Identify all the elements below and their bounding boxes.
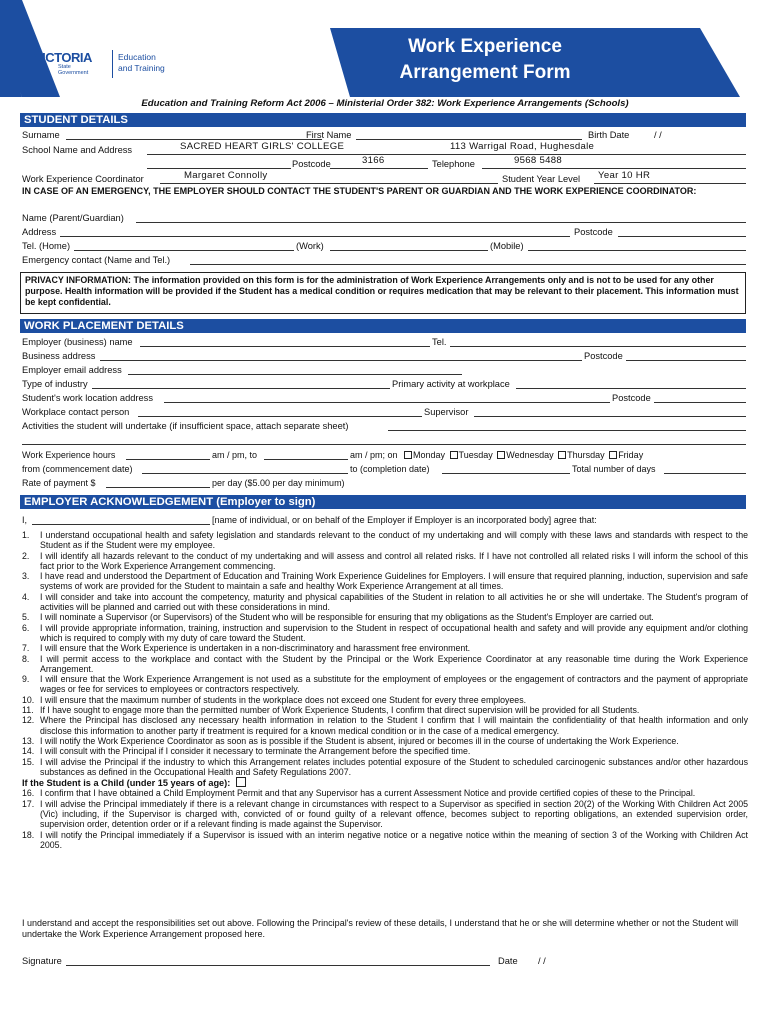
list-item — [22, 736, 748, 746]
first-name-field[interactable] — [356, 139, 582, 140]
list-item — [22, 674, 748, 695]
tel-work-label: (Work) — [296, 241, 324, 251]
school-name-value: SACRED HEART GIRLS' COLLEGE — [180, 141, 345, 152]
email-field[interactable] — [128, 374, 462, 375]
rate-note: per day ($5.00 per day minimum) — [212, 478, 345, 488]
address-postcode-field[interactable] — [618, 236, 746, 237]
child-checkbox[interactable] — [236, 777, 246, 787]
list-item-text: I will nominate a Supervisor (or Supervisors) of the Student who will be responsible for ensuring that my obligations as the Student's Employer are carried out. — [40, 612, 654, 623]
list-item-number: 6. — [22, 622, 30, 633]
row-rate — [22, 477, 746, 489]
row-industry — [22, 378, 746, 390]
birth-date-field[interactable]: / / — [654, 130, 662, 140]
list-item-number: 4. — [22, 591, 30, 602]
location-postcode-label: Postcode — [612, 393, 651, 403]
postcode-label: Postcode — [292, 159, 331, 169]
coordinator-value: Margaret Connolly — [184, 170, 268, 181]
rate-field[interactable] — [106, 487, 210, 488]
primary-activity-label: Primary activity at workplace — [392, 379, 510, 389]
parent-label: Name (Parent/Guardian) — [22, 213, 124, 223]
logo-divider — [112, 50, 113, 78]
thursday-label: Thursday — [567, 450, 605, 460]
list-item-number: 2. — [22, 550, 30, 561]
row-hours — [22, 449, 746, 461]
tel-home-field[interactable] — [74, 250, 294, 251]
list-item — [22, 530, 748, 551]
business-address-label: Business address — [22, 351, 96, 361]
business-postcode-field[interactable] — [626, 360, 746, 361]
list-item — [22, 551, 748, 572]
employer-tel-field[interactable] — [450, 346, 746, 347]
thursday-checkbox[interactable] — [558, 451, 566, 459]
list-item-number: 12. — [22, 715, 35, 726]
primary-activity-field[interactable] — [516, 388, 746, 389]
business-address-field[interactable] — [100, 360, 582, 361]
list-item-number: 16. — [22, 788, 35, 799]
school-address-line2[interactable] — [147, 168, 291, 169]
act-reference: Education and Training Reform Act 2006 – Ministerial Order 382: Work Experience Arrangements (Schools) — [141, 98, 629, 109]
contact-label: Workplace contact person — [22, 407, 130, 417]
list-item — [22, 830, 748, 851]
signature-label: Signature — [22, 956, 62, 966]
list-item-number: 15. — [22, 756, 35, 767]
employer-field[interactable] — [140, 346, 430, 347]
child-label: If the Student is a Child (under 15 years of age): — [22, 778, 231, 789]
year-level-field[interactable] — [594, 183, 746, 184]
birth-date-label: Birth Date — [588, 130, 630, 140]
row-surname — [22, 129, 746, 141]
activities-field-line2[interactable] — [22, 444, 746, 445]
i-label: I, — [22, 515, 28, 525]
list-item — [22, 654, 748, 675]
address-field[interactable] — [60, 236, 570, 237]
work-location-field[interactable] — [164, 402, 610, 403]
dept-line2: and Training — [118, 63, 165, 73]
tuesday-label: Tuesday — [458, 450, 493, 460]
logo-sub1: State — [58, 64, 71, 70]
list-item-text: I will notify the Principal immediately if a Supervisor is issued with an interim negative notice or a negative notice within the meaning of section 3 of the Working with Children Act 2005. — [40, 829, 748, 850]
row-coordinator — [22, 170, 746, 185]
list-item-number: 5. — [22, 612, 30, 623]
supervisor-field[interactable] — [474, 416, 746, 417]
tel-mobile-label: (Mobile) — [490, 241, 524, 251]
list-item — [22, 746, 748, 756]
signature-field[interactable] — [66, 965, 490, 966]
list-item-text: I will identify all hazards relevant to the conduct of my undertaking and will assess and control all related risks. If I have not controlled all related risks I will inform the school of this fact prior to the Work Experience Arrangement commencing. — [40, 550, 748, 571]
row-postcode — [22, 155, 746, 170]
supervisor-label: Supervisor — [424, 407, 469, 417]
list-item — [22, 612, 748, 622]
list-item-number: 11. — [22, 705, 34, 716]
list-item-number: 1. — [22, 530, 30, 540]
coordinator-field[interactable] — [160, 183, 498, 184]
emergency-contact-label: Emergency contact (Name and Tel.) — [22, 255, 171, 265]
address-postcode-label: Postcode — [574, 227, 613, 237]
row-dates — [22, 463, 746, 475]
postcode-field[interactable] — [330, 168, 428, 169]
location-postcode-field[interactable] — [654, 402, 746, 403]
signature-date-label: Date — [498, 956, 518, 966]
list-item-number: 17. — [22, 798, 35, 809]
hours-label: Work Experience hours — [22, 450, 116, 460]
acknowledgement-list — [22, 530, 748, 850]
list-item-text: I will provide appropriate information, training, instruction and supervision to the Student in respect of occupational health and safety and will provide any equipment and/or clothing which is required to comply with my duty of care toward the Student. — [40, 622, 748, 643]
year-level-value: Year 10 HR — [598, 170, 651, 181]
list-item-text: I confirm that I have obtained a Child Employment Permit and that any Supervisor has a current Assessment Notice and provide certified copies of these to the Principal. — [40, 788, 696, 799]
monday-checkbox[interactable] — [404, 451, 412, 459]
list-item-number: 13. — [22, 735, 35, 746]
tel-work-field[interactable] — [330, 250, 488, 251]
row-activities-2 — [22, 434, 746, 446]
school-field[interactable] — [147, 154, 746, 155]
tel-mobile-field[interactable] — [528, 250, 746, 251]
from-date-label: from (commencement date) — [22, 464, 133, 474]
row-employer — [22, 336, 746, 348]
first-name-label: First Name — [306, 130, 352, 140]
list-item — [22, 799, 748, 830]
monday-label: Monday — [413, 450, 446, 460]
child-heading — [22, 777, 748, 788]
page-title: Work Experience Arrangement Form — [399, 36, 571, 83]
parent-field[interactable] — [136, 222, 746, 223]
list-item-text: I will consult with the Principal if I consider it necessary to terminate the Arrangement before the specified time. — [40, 746, 471, 757]
hours-to-field[interactable] — [264, 459, 348, 460]
friday-checkbox[interactable] — [609, 451, 617, 459]
row-address — [22, 226, 746, 238]
list-item-number: 8. — [22, 653, 30, 664]
friday-label: Friday — [618, 450, 644, 460]
section-student-details: STUDENT DETAILS — [20, 113, 746, 127]
list-item-text: I will advise the Principal immediately if there is a relevant change in circumstances with respect to a Supervisor as specified in section 20(2) of the Working With Children Act 2005 (Vic) including, if the Supervisor is charged with, convicted of or found guilty of a relevant offence, becomes subject to reporting obligations, an extended supervision order, supervision order, detention order or if a relevant finding is made against the Supervisor. — [40, 798, 748, 830]
list-item-text: I will notify the Work Experience Coordinator as soon as is possible if the Student is absent, injured or becomes ill in the course of undertaking the Work Experience. — [40, 735, 679, 746]
list-item-text: I understand occupational health and safety legislation and standards relevant to the conduct of my undertaking and will comply with these laws and standards with respect to the Student as if the Student were my employee. — [40, 530, 748, 551]
email-label: Employer email address — [22, 365, 122, 375]
to-date-field[interactable] — [442, 473, 570, 474]
section-work-placement: WORK PLACEMENT DETAILS — [20, 319, 746, 333]
ampm-on-label: am / pm; on — [350, 450, 398, 460]
days-checkboxes — [402, 449, 643, 461]
list-item-number: 10. — [22, 694, 35, 705]
list-item — [22, 592, 748, 613]
list-item-text: If I have sought to engage more than the permitted number of Work Experience Students, I confirm that direct supervision will be provided for all Students. — [40, 705, 640, 716]
wednesday-checkbox[interactable] — [497, 451, 505, 459]
signature-date-field[interactable]: / / — [538, 956, 546, 966]
list-item — [22, 788, 748, 798]
list-item-number: 3. — [22, 571, 30, 582]
list-item-text: I will consider and take into account the competency, maturity and physical capabilities of the Student in relation to all activities he or she will undertake. The Student's program of activities will be planned and carried out with these considerations in mind. — [40, 591, 748, 613]
list-item-text: I will ensure that the Work Experience Arrangement is not used as a substitute for the employment of employees or the engagement of contractors and the payment of appropriate wages or fee for services to employees or contractors respectively. — [40, 674, 748, 695]
logo-sub2: Government — [58, 70, 89, 76]
list-item-text: I will ensure that the Work Experience is undertaken in a non-discriminatory and harassment free environment. — [40, 643, 471, 654]
ampm-to-label: am / pm, to — [212, 450, 258, 460]
postcode-value: 3166 — [362, 155, 385, 166]
wednesday-label: Wednesday — [506, 450, 554, 460]
row-parent — [22, 212, 746, 224]
total-days-field[interactable] — [664, 473, 746, 474]
agree-text: [name of individual, or on behalf of the Employer if Employer is an incorporated body] agree that: — [212, 515, 597, 525]
row-contact — [22, 406, 746, 418]
address-label: Address — [22, 227, 57, 237]
emergency-contact-field[interactable] — [190, 264, 746, 265]
row-phones — [22, 240, 746, 252]
contact-field[interactable] — [138, 416, 422, 417]
tuesday-checkbox[interactable] — [450, 451, 458, 459]
list-item — [22, 571, 748, 592]
activities-field[interactable] — [388, 430, 746, 431]
hours-from-field[interactable] — [126, 459, 210, 460]
industry-field[interactable] — [92, 388, 390, 389]
list-item-text: I will permit access to the workplace and contact with the Student by the Principal or the Work Experience Coordinator at any reasonable time during the Work Experience Arrangement. — [40, 653, 748, 674]
activities-label: Activities the student will undertake (if insufficient space, attach separate sheet) — [22, 421, 349, 431]
to-date-label: to (completion date) — [350, 464, 430, 474]
employer-tel-label: Tel. — [432, 337, 447, 347]
work-location-label: Student's work location address — [22, 393, 153, 403]
surname-field[interactable] — [66, 139, 322, 140]
row-business-address — [22, 350, 746, 362]
privacy-notice: PRIVACY INFORMATION: The information provided on this form is for the administration of Work Experience Arrangements only and is not to be used for any other purpose. Health information will be provided if the Student has a medical condition or requires medication that may be relevant to their placement. This information must be kept confidential. — [20, 272, 746, 314]
logo-word: VICTORIA — [34, 50, 92, 65]
list-item — [22, 695, 748, 705]
row-signature — [22, 955, 746, 967]
section-employer-ack: EMPLOYER ACKNOWLEDGEMENT (Employer to sign) — [20, 495, 746, 509]
list-item-text: Where the Principal has disclosed any necessary health information in relation to the Student I confirm that I will maintain the confidentiality of that health information and only disclose this information to another party if treatment is required for a known medical condition or in the case of a medical emergency. — [40, 715, 748, 736]
list-item — [22, 623, 748, 644]
telephone-value: 9568 5488 — [514, 155, 563, 166]
year-level-label: Student Year Level — [502, 174, 581, 184]
business-postcode-label: Postcode — [584, 351, 623, 361]
school-label: School Name and Address — [22, 145, 133, 155]
row-emergency-contact — [22, 254, 746, 266]
employer-label: Employer (business) name — [22, 337, 133, 347]
list-item-text: I will advise the Principal if the industry to which this Arrangement relates includes potential exposure of the Student to scheduled carcinogenic substances and/or other hazardous substances as defined in the Occupational Health and Safety Regulations 2007. — [40, 756, 748, 777]
list-item — [22, 715, 748, 736]
list-item-number: 7. — [22, 643, 30, 654]
row-work-location — [22, 392, 746, 404]
list-item-text: I have read and understood the Department of Education and Training Work Experience Guidelines for Employers. I will ensure that required planning, induction, supervision and safe systems of work are provided for the Student to maintain a safe and healthy Work Experience Arrangement at all times. — [40, 571, 748, 592]
list-item-number: 9. — [22, 674, 30, 685]
telephone-label: Telephone — [432, 159, 475, 169]
list-item — [22, 643, 748, 653]
total-days-label: Total number of days — [572, 464, 656, 474]
rate-label: Rate of payment $ — [22, 478, 96, 488]
surname-label: Surname — [22, 130, 60, 140]
row-agree — [22, 514, 746, 526]
row-email — [22, 364, 746, 376]
from-date-field[interactable] — [142, 473, 348, 474]
list-item — [22, 757, 748, 778]
list-item — [22, 705, 748, 715]
list-item-number: 18. — [22, 829, 35, 840]
industry-label: Type of industry — [22, 379, 88, 389]
list-item-text: I will ensure that the maximum number of students in the workplace does not exceed one Student for every three employees. — [40, 694, 527, 705]
tel-home-label: Tel. (Home) — [22, 241, 71, 251]
row-activities — [22, 420, 746, 432]
emergency-notice: IN CASE OF AN EMERGENCY, THE EMPLOYER SHOULD CONTACT THE STUDENT'S PARENT OR GUARDIAN AND THE WORK EXPERIENCE COORDINATOR: — [22, 186, 697, 196]
employer-name-field[interactable] — [32, 524, 210, 525]
school-address-value: 113 Warrigal Road, Hughesdale — [450, 141, 595, 152]
dept-line1: Education — [118, 52, 156, 62]
coordinator-label: Work Experience Coordinator — [22, 174, 144, 184]
understand-statement: I understand and accept the responsibilities set out above. Following the Principal's review of these details, I understand that he or she will determine whether or not the Student will undertake the Work Experience Arrangement proposed here. — [22, 918, 739, 939]
telephone-field[interactable] — [482, 168, 746, 169]
list-item-number: 14. — [22, 746, 35, 757]
form-header — [0, 0, 770, 97]
